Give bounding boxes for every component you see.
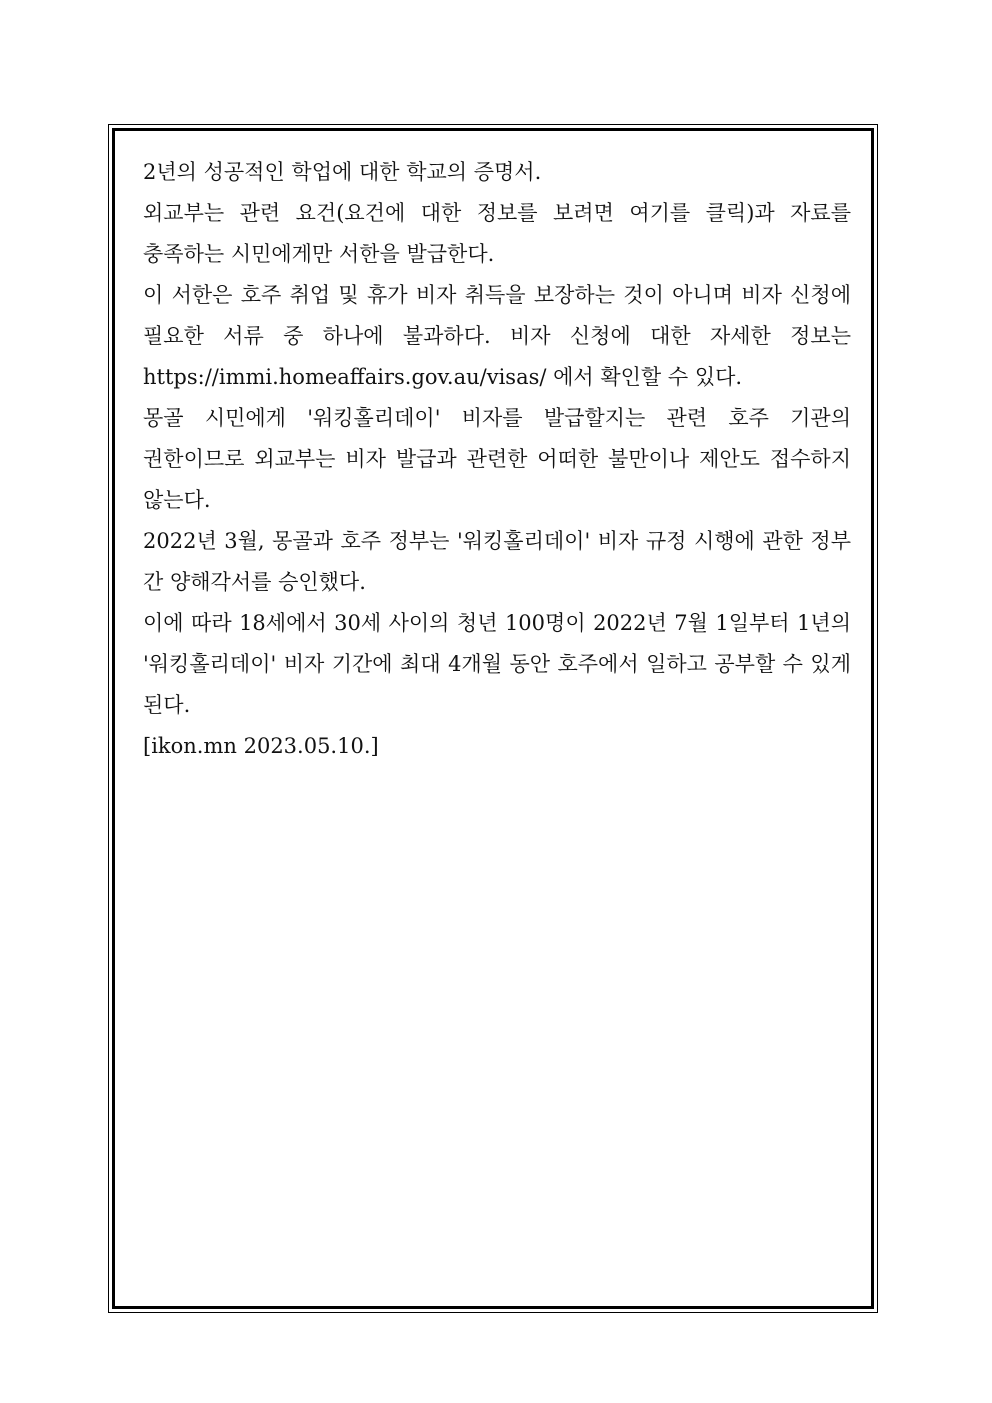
document-body xyxy=(143,152,851,767)
paragraph-mou: 2022년 3월, 몽골과 호주 정부는 '워킹홀리데이' 비자 규정 시행에 관한 정부 간 양해각서를 승인했다. xyxy=(143,529,851,594)
paragraph-letter-issuance: 외교부는 관련 요건(요건에 대한 정보를 보려면 여기를 클릭)과 자료를 충족하는 시민에게만 서한을 발급한다. xyxy=(143,201,851,266)
paragraph-eligibility: 이에 따라 18세에서 30세 사이의 청년 100명이 2022년 7월 1일부터 1년의 '워킹홀리데이' 비자 기간에 최대 4개월 동안 호주에서 일하고 공부할 수 있게 된다. xyxy=(143,611,851,717)
paragraph-authority: 몽골 시민에게 '워킹홀리데이' 비자를 발급할지는 관련 호주 기관의 권한이므로 외교부는 비자 발급과 관련한 어떠한 불만이나 제안도 접수하지 않는다. xyxy=(143,406,851,512)
paragraph-visa-info: 이 서한은 호주 취업 및 휴가 비자 취득을 보장하는 것이 아니며 비자 신청에 필요한 서류 중 하나에 불과하다. 비자 신청에 대한 자세한 정보는 https://immi.homeaffairs.gov.au/visas/ 에서 확인할 수 있다. xyxy=(143,283,851,389)
paragraph-source: [ikon.mn 2023.05.10.] xyxy=(143,734,379,758)
paragraph-school-certificate: 2년의 성공적인 학업에 대한 학교의 증명서. xyxy=(143,160,542,184)
